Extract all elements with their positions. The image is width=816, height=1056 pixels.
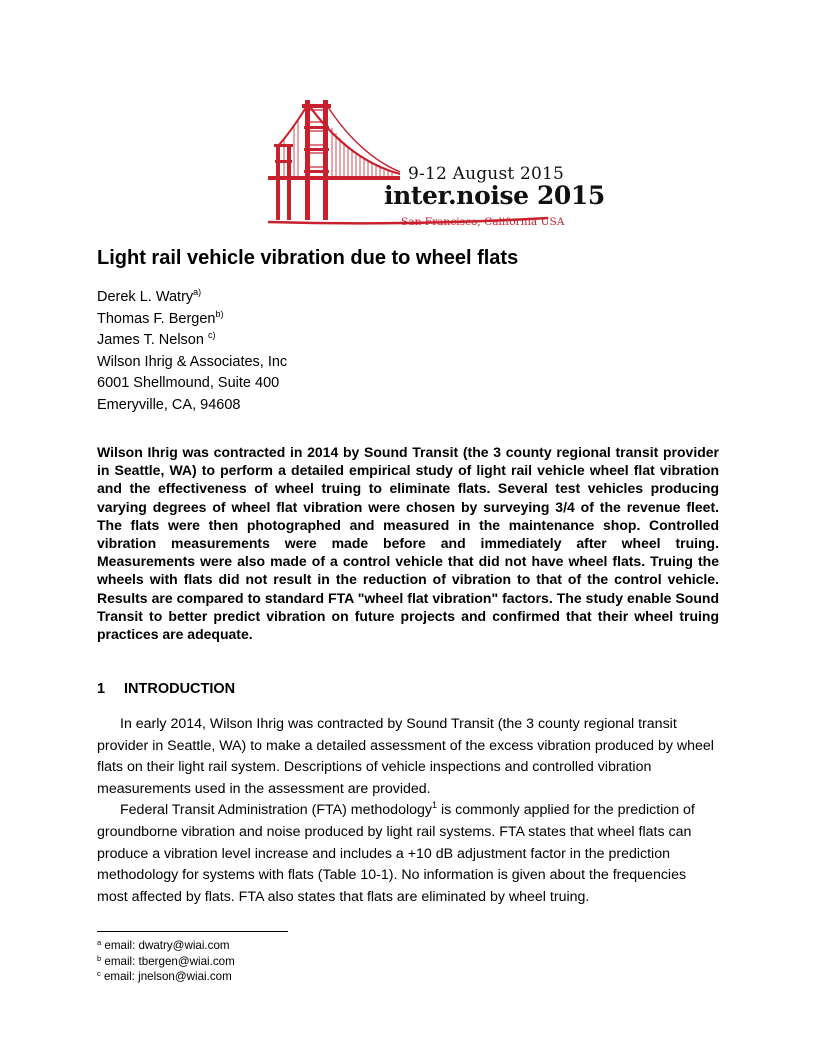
footnote-text: email: dwatry@wiai.com: [101, 939, 230, 952]
author-mark: c): [207, 330, 216, 340]
reference-mark: 1: [431, 800, 437, 811]
author-name: James T. Nelson: [97, 332, 208, 348]
conference-location: San Francisco, California USA: [401, 216, 565, 228]
footnote: [97, 938, 235, 954]
footnotes: [97, 938, 235, 985]
footnote-text: email: jnelson@wiai.com: [100, 970, 232, 984]
author-mark: a): [193, 287, 202, 297]
conference-name: inter.noise 2015: [384, 181, 605, 210]
paper-title: Light rail vehicle vibration due to wheel flats: [97, 247, 519, 269]
paragraph-text: is commonly applied for the prediction of groundborne vibration and noise produced by light rail systems. FTA states that wheel flats can produce a vibration level increase and includes a +10 dB adjustment factor in the prediction methodology for systems with flats (Table 10-1). No information is given about the frequencies most affected by flats. FTA also states that flats are eliminated by wheel truing.: [97, 802, 695, 905]
author-line: [97, 330, 287, 352]
footnote-mark: c: [97, 969, 101, 979]
footnote: [97, 969, 235, 985]
author-mark: b): [215, 308, 224, 319]
footnote-mark: a: [97, 938, 102, 947]
author-line: [97, 287, 287, 309]
author-block: [97, 287, 287, 416]
author-line: [97, 309, 287, 331]
introduction-body: [97, 714, 719, 908]
affiliation-org: Wilson Ihrig & Associates, Inc: [97, 353, 288, 370]
affiliation-street: 6001 Shellmound, Suite 400: [97, 375, 280, 391]
conference-logo: [268, 94, 605, 236]
section-heading: [97, 681, 235, 697]
intro-paragraph: [97, 800, 719, 908]
footnote: [97, 954, 235, 970]
intro-paragraph: In early 2014, Wilson Ihrig was contracted by Sound Transit (the 3 county regional transit provider in Seattle, WA) to make a detailed assessment of the excess vibration produced by wheel flats on their light rail system. Descriptions of vehicle inspections and controlled vibration measurements used in the assessment are provided.: [97, 716, 714, 797]
conference-date: 9-12 August 2015: [408, 164, 565, 184]
abstract: Wilson Ihrig was contracted in 2014 by Sound Transit (the 3 county regional transit provider in Seattle, WA) to perform a detailed empirical study of light rail vehicle wheel flat vibration and the effectiveness of wheel truing to eliminate flats. Several test vehicles producing varying degrees of wheel flat vibration were chosen by surveying 3/4 of the revenue fleet. The flats were then photographed and measured in the maintenance shop. Controlled vibration measurements were made before and immediately after wheel truing. Measurements were also made of a control vehicle that did not have wheel flats. Truing the wheels with flats did not result in the reduction of vibration to that of the control vehicle. Results are compared to standard FTA "wheel flat vibration" factors. The study enable Sound Transit to better predict vibration on future projects and confirmed that their wheel truing practices are adequate.: [97, 444, 719, 643]
section-number: 1: [97, 681, 106, 697]
author-name: Derek L. Watry: [97, 289, 194, 305]
footnote-divider: [97, 931, 288, 932]
affiliation-city: Emeryville, CA, 94608: [97, 396, 241, 413]
footnote-mark: b: [97, 953, 102, 963]
section-title: INTRODUCTION: [124, 681, 236, 697]
footnote-text: email: tbergen@wiai.com: [101, 954, 235, 968]
author-name: Thomas F. Bergen: [97, 310, 216, 327]
paragraph-text: Federal Transit Administration (FTA) methodology: [120, 802, 432, 819]
